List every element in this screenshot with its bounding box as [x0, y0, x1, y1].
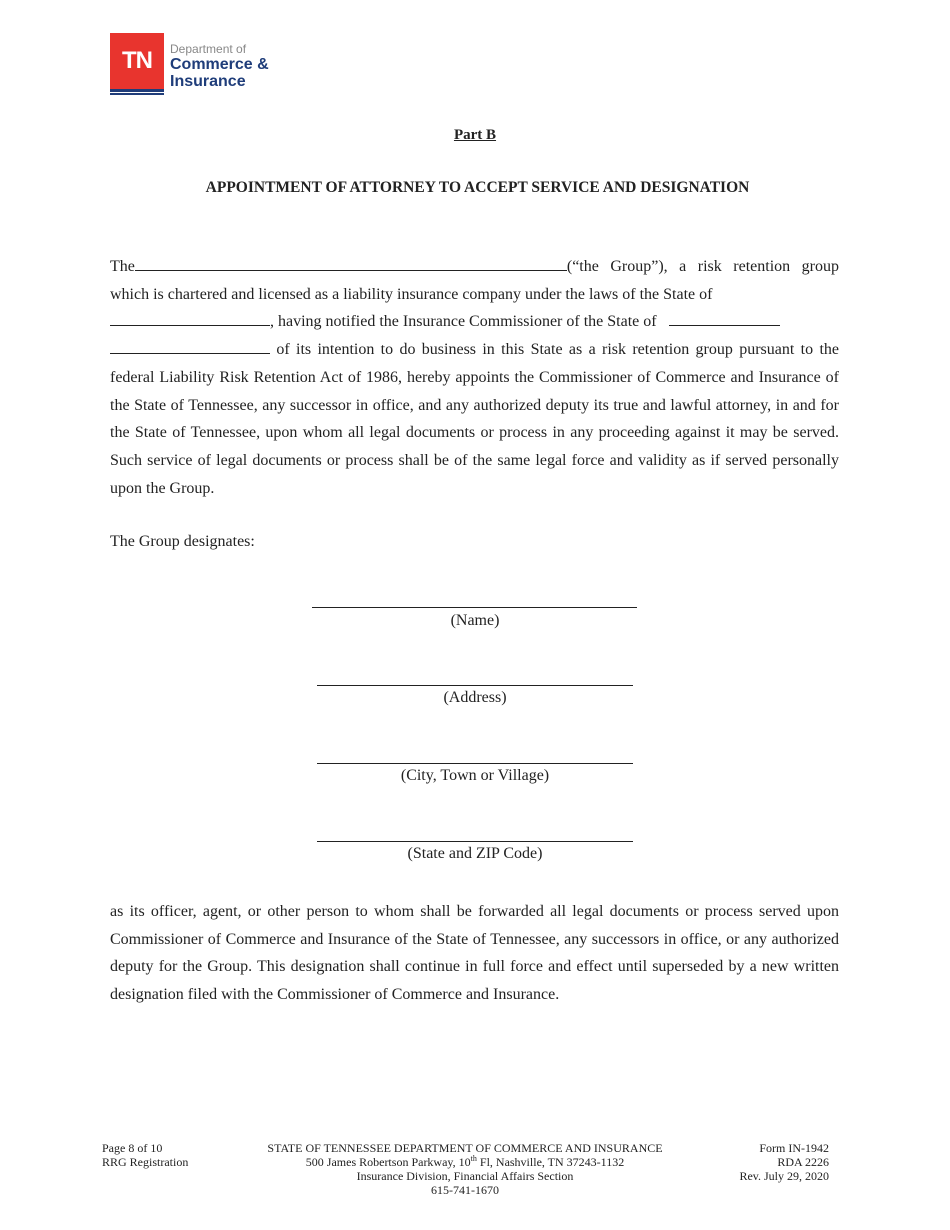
designates-label: The Group designates:: [110, 533, 255, 550]
designation-paragraph: as its officer, agent, or other person to whom shall be forwarded all legal documents or process served upon Commissioner of Commerce and Insurance of the State of Tennessee, any successors in office, or any authorized deputy for the Group. This designation shall continue in full force and effect until superseded by a new written designation filed with the Commissioner of Commerce and Insurance.: [110, 903, 839, 1004]
footer-org: STATE OF TENNESSEE DEPARTMENT OF COMMERCE AND INSURANCE: [267, 1141, 663, 1155]
notified-state-blank[interactable]: [669, 308, 780, 326]
para-text: (“the Group”), a risk retention group which is chartered and licensed as a liability insurance company under the laws of the State of: [110, 258, 839, 303]
footer-address-part: Fl, Nashville, TN 37243-1132: [476, 1155, 625, 1169]
para-text: of its intention to do business in this State as a risk retention group pursuant to the federal Liability Risk Retention Act of 1986, hereby appoints the Commissioner of Commerce and Insurance of the State of Tennessee, any successor in office, and any authorized deputy its true and lawful attorney, in and for the State of Tennessee, upon whom all legal documents or process in any proceeding against it may be served. Such service of legal documents or process shall be of the same legal force and validity as if served personally upon the Group.: [110, 341, 839, 497]
footer-right: [739, 1141, 829, 1183]
para-text: The: [110, 258, 135, 275]
footer-left: [102, 1141, 188, 1169]
city-label: (City, Town or Village): [400, 767, 550, 784]
revision-date: Rev. July 29, 2020: [739, 1169, 829, 1183]
name-label: (Name): [450, 612, 500, 629]
footer-division: Insurance Division, Financial Affairs Section: [356, 1169, 574, 1183]
document-title: APPOINTMENT OF ATTORNEY TO ACCEPT SERVICE AND DESIGNATION: [205, 179, 750, 196]
address-line[interactable]: [317, 685, 633, 686]
agency-logo: [110, 33, 275, 97]
logo-name-line1: Commerce &: [170, 56, 269, 73]
state-zip-line[interactable]: [317, 841, 633, 842]
name-line[interactable]: [312, 607, 637, 608]
para-text: , having notified the Insurance Commissioner of the State of: [270, 313, 657, 331]
footer-center: [250, 1141, 680, 1197]
logo-stripe: [110, 89, 164, 92]
logo-dept: Department of: [170, 42, 247, 56]
logo-stripe: [110, 93, 164, 95]
footer-address-part: 500 James Robertson Parkway, 10: [305, 1155, 471, 1169]
page-number: Page 8 of 10: [102, 1141, 163, 1155]
logo-name-line2: Insurance: [170, 73, 246, 90]
logo-mark: TN: [110, 33, 164, 89]
part-heading: [0, 127, 950, 144]
rda-number: RDA 2226: [777, 1155, 829, 1169]
section-name: RRG Registration: [102, 1155, 189, 1169]
logo-wordmark: [170, 43, 269, 90]
state-zip-label: (State and ZIP Code): [407, 845, 543, 862]
appointment-paragraph: [110, 253, 839, 502]
charter-state-blank[interactable]: [110, 308, 270, 326]
group-name-blank[interactable]: [135, 253, 567, 271]
footer-phone: 615-741-1670: [431, 1183, 499, 1197]
footer-address-sup: th: [470, 1154, 477, 1163]
city-line[interactable]: [317, 763, 633, 764]
notified-state-blank-cont[interactable]: [110, 336, 270, 354]
footer-address: [250, 1155, 680, 1169]
part-label: Part B: [453, 127, 497, 143]
address-label: (Address): [443, 689, 507, 706]
form-number: Form IN-1942: [759, 1141, 829, 1155]
